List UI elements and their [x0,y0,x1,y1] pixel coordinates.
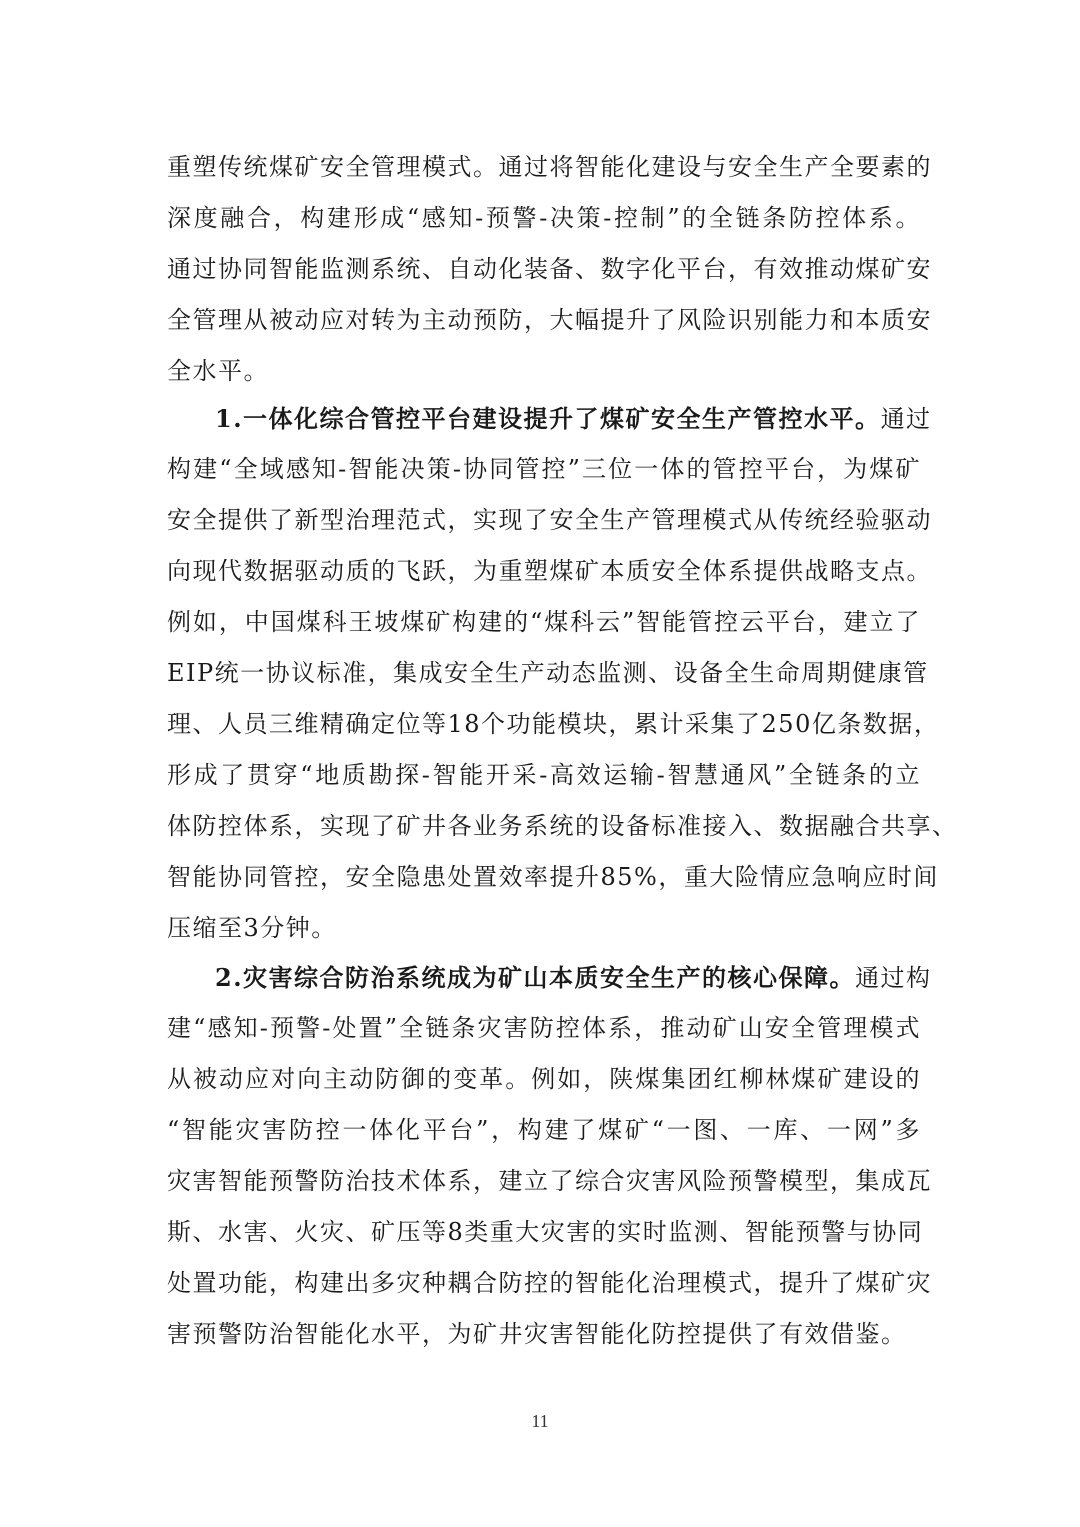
section-2-paragraph [167,952,932,1360]
paragraph-line: 全管理从被动应对转为主动预防，大幅提升了风险识别能力和本质安 [167,306,932,334]
paragraph-line: 智能协同管控，安全隐患处置效率提升85%，重大险情应急响应时间 [167,863,939,891]
paragraph-line: 向现代数据驱动质的飞跃，为重塑煤矿本质安全体系提供战略支点。 [167,557,932,585]
paragraph-line: 灾害智能预警防治技术体系，建立了综合灾害风险预警模型，集成瓦 [167,1167,932,1195]
paragraph-line: 全水平。 [167,357,269,385]
paragraph-line: 体防控体系，实现了矿井各业务系统的设备标准接入、数据融合共享、 [167,812,958,840]
paragraph-line: 安全提供了新型治理范式，实现了安全生产管理模式从传统经验驱动 [167,506,932,534]
paragraph-first-line [167,952,932,1003]
page-number: 11 [531,1411,549,1431]
paragraph-line: 斯、水害、火灾、矿压等8类重大灾害的实时监测、智能预警与协同 [167,1218,924,1246]
paragraph-line: 建“感知-预警-处置”全链条灾害防控体系，推动矿山安全管理模式 [167,1014,921,1042]
paragraph-line: 处置功能，构建出多灾种耦合防控的智能化治理模式，提升了煤矿灾 [167,1269,932,1297]
paragraph-line: 从被动应对向主动防御的变革。例如，陕煤集团红柳林煤矿建设的 [167,1065,921,1093]
paragraph-line: 深度融合，构建形成“感知-预警-决策-控制”的全链条防控体系。 [167,204,921,232]
section-1-paragraph [167,393,958,954]
paragraph-line: 通过协同智能监测系统、自动化装备、数字化平台，有效推动煤矿安 [167,255,932,283]
paragraph-line: 压缩至3分钟。 [167,914,337,942]
paragraph-line: “智能灾害防控一体化平台”，构建了煤矿“一图、一库、一网”多 [167,1116,921,1144]
paragraph-line: 例如，中国煤科王坡煤矿构建的“煤科云”智能管控云平台，建立了 [167,608,921,636]
paragraph-line: 害预警防治智能化水平，为矿井灾害智能化防控提供了有效借鉴。 [167,1320,907,1348]
paragraph-line: 构建“全域感知-智能决策-协同管控”三位一体的管控平台，为煤矿 [167,455,921,483]
paragraph-first-line [167,393,932,444]
paragraph-line: 形成了贯穿“地质勘探-智能开采-高效运输-智慧通风”全链条的立 [167,761,921,789]
intro-paragraph [167,142,932,397]
paragraph-text: 通过构 [855,964,932,992]
section-2-heading: 2.灾害综合防治系统成为矿山本质安全生产的核心保障。 [215,963,856,992]
paragraph-line: 理、人员三维精确定位等18个功能模块，累计采集了250亿条数据， [167,710,940,738]
section-1-heading: 1.一体化综合管控平台建设提升了煤矿安全生产管控水平。 [215,404,881,433]
paragraph-line: EIP统一协议标准，集成安全生产动态监测、设备全生命周期健康管 [167,659,929,687]
paragraph-line: 重塑传统煤矿安全管理模式。通过将智能化建设与安全生产全要素的 [167,153,932,181]
paragraph-text: 通过 [880,405,932,433]
